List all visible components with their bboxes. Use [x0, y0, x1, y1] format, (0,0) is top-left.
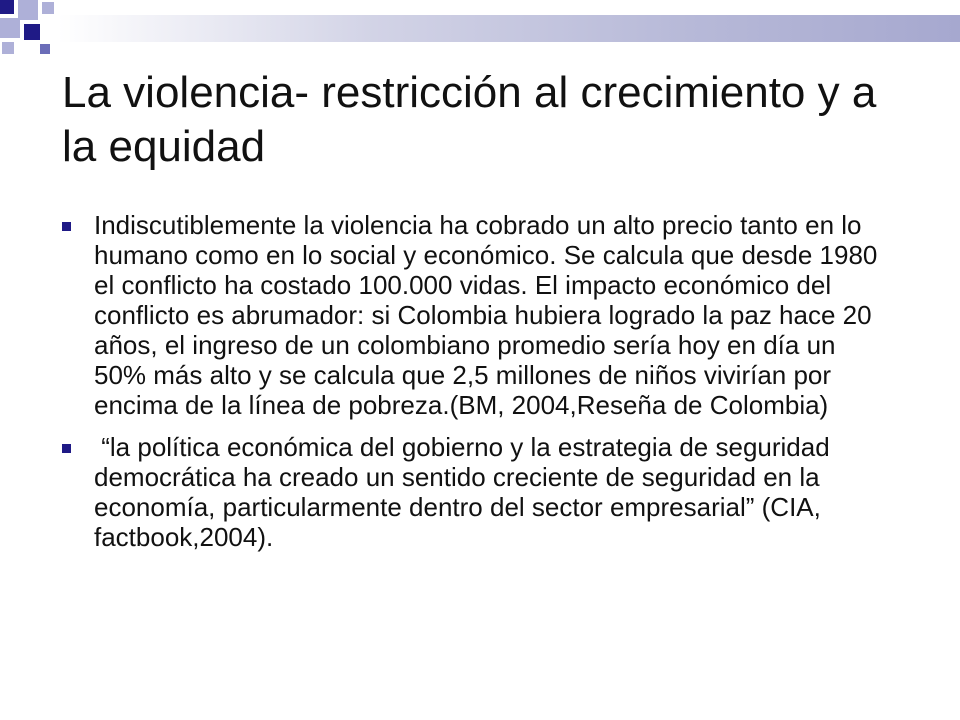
square-bullet-icon	[62, 222, 71, 231]
bullet-text: Indiscutiblemente la violencia ha cobrado un alto precio tanto en lo humano como en lo social y económico. Se calcula que desde 1980 el conflicto ha costado 100.000 vidas. El impacto económico del conflicto es abrumador: si Colombia hubiera logrado la paz hace 20 años, el ingreso de un colombiano promedio sería hoy en día un 50% más alto y se calcula que 2,5 millones de niños vivirían por encima de la línea de pobreza.(BM, 2004,Reseña de Colombia)	[94, 210, 878, 420]
bullet-list	[62, 210, 892, 552]
bullet-item	[62, 432, 892, 552]
corner-square-light	[18, 0, 38, 20]
corner-square-light	[42, 2, 54, 14]
corner-square-dark	[24, 24, 40, 40]
corner-square-light	[2, 42, 14, 54]
square-bullet-icon	[62, 444, 71, 453]
corner-square-dark	[0, 0, 14, 14]
slide-title: La violencia- restricción al crecimiento y a la equidad	[62, 68, 877, 171]
bullet-item	[62, 210, 892, 420]
header-divider	[58, 14, 960, 15]
corner-square-mid	[40, 44, 50, 54]
header-gradient-band	[58, 14, 960, 42]
bullet-text: “la política económica del gobierno y la estrategia de seguridad democrática ha creado un sentido creciente de seguridad en la economía, particularmente dentro del sector empresarial” (CIA, factbook,2004).	[94, 432, 837, 552]
corner-square-light	[0, 18, 20, 38]
